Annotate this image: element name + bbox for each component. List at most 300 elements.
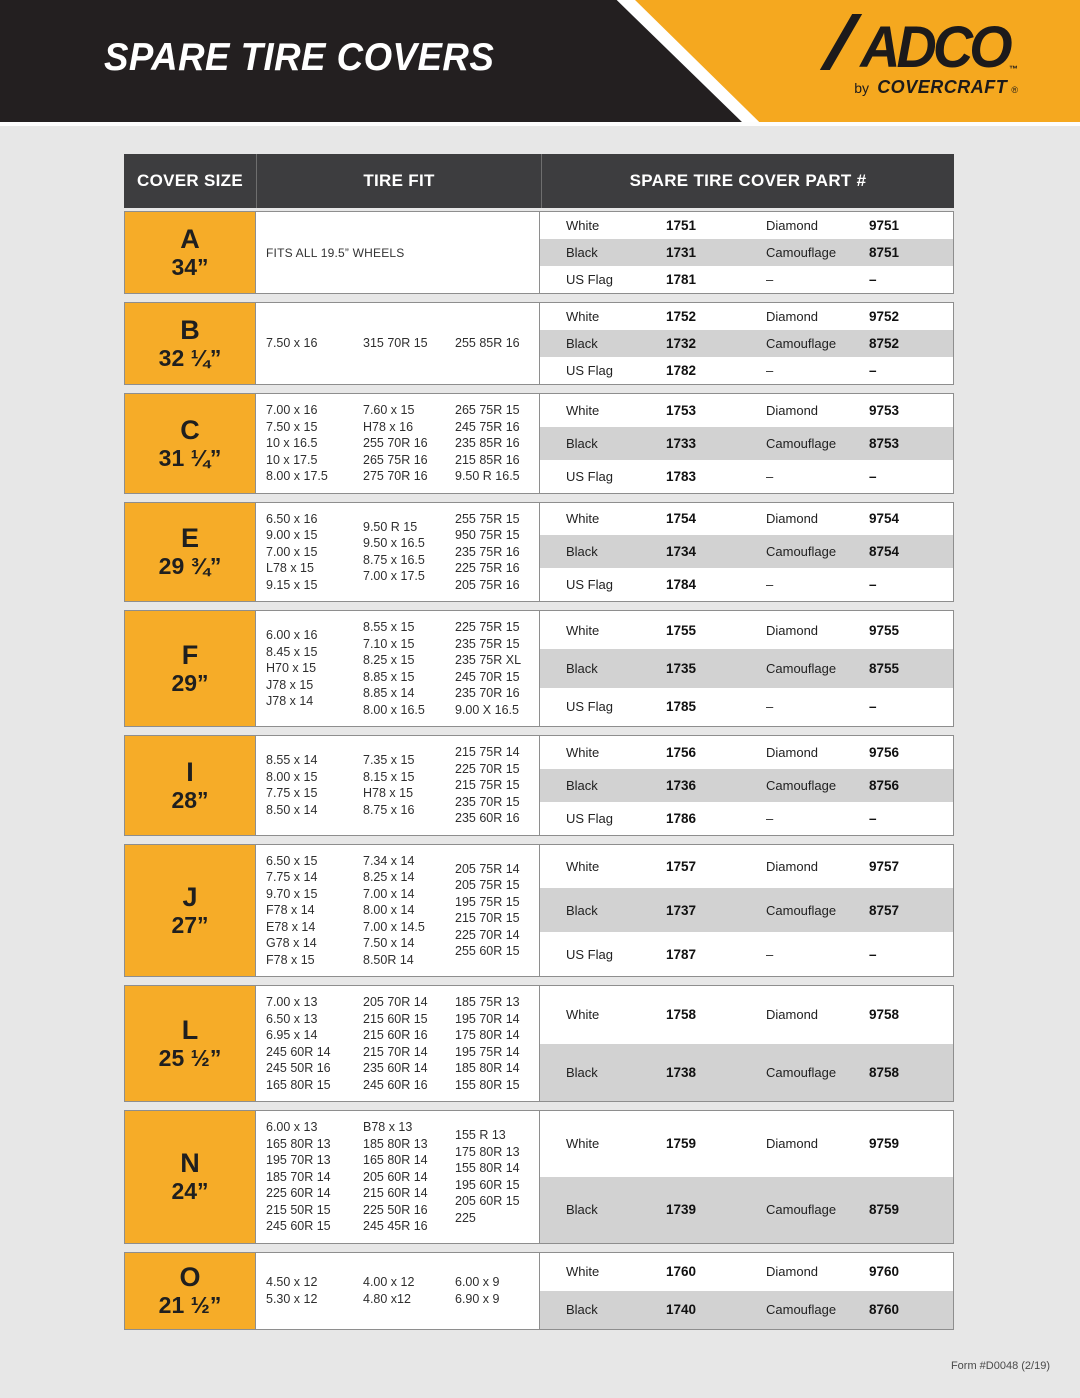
pattern-label: Diamond <box>766 218 819 233</box>
tire-fit-line: 225 50R 16 <box>363 1202 428 1217</box>
tire-fit-line: 195 70R 13 <box>266 1153 331 1167</box>
cover-size-cell <box>124 502 256 603</box>
tire-fit-line: 9.70 x 15 <box>266 886 318 901</box>
tire-fit-line: 185 80R 13 <box>363 1136 428 1151</box>
pattern-part-number: 9757 <box>869 858 900 874</box>
tire-fit-column <box>363 1274 455 1307</box>
tire-fit-line: 235 70R 15 <box>455 794 520 809</box>
pattern-part-number: – <box>869 810 877 826</box>
tire-fit-line: 195 75R 14 <box>455 1044 520 1059</box>
part-number: 1781 <box>666 272 697 287</box>
tire-fit-column <box>363 1119 455 1235</box>
part-numbers-cell <box>540 1110 954 1244</box>
tire-fit-column <box>455 402 539 485</box>
cover-color-label: US Flag <box>566 699 613 715</box>
pattern-part-number: 9756 <box>869 744 900 760</box>
tire-fit-line: 6.95 x 14 <box>266 1028 318 1042</box>
tire-fit-column <box>455 744 539 827</box>
tire-fit-line: 9.15 x 15 <box>266 577 318 592</box>
pattern-label: Camouflage <box>766 660 837 676</box>
tire-fit-column <box>363 402 455 485</box>
pattern-label: Camouflage <box>766 1202 837 1218</box>
cover-size-cell <box>124 610 256 727</box>
tire-fit-line: H78 x 16 <box>363 419 414 434</box>
table-row <box>124 502 954 603</box>
pattern-part-number: 9755 <box>869 622 900 638</box>
part-number: 1760 <box>666 1264 697 1279</box>
part-number-row <box>540 303 953 330</box>
cover-color-label: Black <box>566 902 598 918</box>
tire-fit-column <box>455 335 539 352</box>
cover-color-label: Black <box>566 245 598 260</box>
cover-size-value: 31 ¼” <box>158 444 222 471</box>
tire-fit-cell <box>256 502 540 603</box>
tire-fit-line: 205 75R 16 <box>455 577 520 592</box>
tire-fit-column <box>266 1119 363 1235</box>
adco-logo-text: ADCO <box>860 14 1009 80</box>
cover-color-label: White <box>566 511 600 527</box>
part-number: 1735 <box>666 660 697 676</box>
pattern-label: Camouflage <box>766 1064 837 1080</box>
tire-fit-line: 7.75 x 14 <box>266 870 318 884</box>
tire-fit-line: 225 <box>455 1210 476 1225</box>
cover-color-label: Black <box>566 435 598 451</box>
part-number: 1783 <box>666 468 697 484</box>
part-number: 1787 <box>666 946 697 962</box>
cover-size-cell <box>124 1252 256 1330</box>
cover-size-value: 24” <box>171 1178 209 1205</box>
pattern-part-number: 8758 <box>869 1064 900 1080</box>
tire-fit-line: 8.25 x 14 <box>363 870 415 884</box>
part-numbers-cell <box>540 844 954 978</box>
part-number: 1756 <box>666 744 697 760</box>
cover-size-cell <box>124 844 256 978</box>
part-number-row <box>540 769 953 802</box>
part-numbers-cell <box>540 985 954 1102</box>
pattern-label: Diamond <box>766 1007 819 1023</box>
part-number-row <box>540 535 953 568</box>
tire-fit-column <box>363 853 455 969</box>
cover-size-cell <box>124 211 256 294</box>
cover-size-value: 29 ¾” <box>158 553 222 580</box>
tire-fit-line: 255 60R 15 <box>455 944 520 959</box>
tire-fit-line: 235 75R XL <box>455 653 522 667</box>
tire-fit-line: J78 x 15 <box>266 677 314 692</box>
pattern-label: Camouflage <box>766 435 837 451</box>
part-number: 1782 <box>666 363 697 378</box>
tire-fit-line: 9.00 X 16.5 <box>455 702 519 717</box>
part-number-row <box>540 649 953 687</box>
pattern-label: Camouflage <box>766 336 837 351</box>
tire-fit-line: 6.50 x 16 <box>266 511 318 526</box>
tire-fit-line: 5.30 x 12 <box>266 1291 318 1306</box>
tire-fit-line: 245 70R 15 <box>455 669 520 684</box>
part-number-row <box>540 888 953 932</box>
part-number-row <box>540 1291 953 1329</box>
cover-color-label: White <box>566 309 600 324</box>
tire-fit-line: F78 x 14 <box>266 903 315 917</box>
part-number-row <box>540 845 953 889</box>
tire-fit-line: 315 70R 15 <box>363 336 428 351</box>
tire-fit-line: 205 75R 15 <box>455 878 520 893</box>
tire-fit-line: 245 75R 16 <box>455 419 520 434</box>
table-row <box>124 211 954 294</box>
tire-fit-line: 185 75R 13 <box>455 995 520 1009</box>
tire-fit-line: 235 60R 16 <box>455 811 520 825</box>
tire-fit-line: 215 60R 15 <box>363 1011 428 1026</box>
part-number: 1753 <box>666 402 697 418</box>
part-number-row <box>540 688 953 726</box>
tire-fit-line: 8.85 x 14 <box>363 686 415 700</box>
tire-fit-line: 235 85R 16 <box>455 436 520 450</box>
tire-fit-column <box>363 752 455 818</box>
tire-fit-line: H78 x 15 <box>363 786 414 801</box>
pattern-label: Diamond <box>766 1264 819 1279</box>
pattern-part-number: – <box>869 699 877 715</box>
cover-color-label: Black <box>566 660 598 676</box>
tire-fit-cell <box>256 1110 540 1244</box>
tire-fit-line: 8.75 x 16 <box>363 802 415 817</box>
table-body <box>124 211 954 1330</box>
part-number-row <box>540 568 953 601</box>
cover-size-cell <box>124 393 256 494</box>
tire-fit-line: 9.50 R 16.5 <box>455 469 520 483</box>
tire-fit-line: F78 x 15 <box>266 952 315 967</box>
tire-fit-line: 215 50R 15 <box>266 1202 331 1217</box>
tire-fit-column <box>455 1127 539 1226</box>
tire-fit-line: 8.00 x 17.5 <box>266 469 328 483</box>
tire-fit-line: 255 70R 16 <box>363 436 428 450</box>
cover-size-value: 32 ¼” <box>158 345 222 371</box>
tire-fit-line: 225 70R 15 <box>455 761 520 776</box>
tire-fit-line: 205 75R 14 <box>455 861 520 876</box>
tire-fit-line: 265 75R 15 <box>455 403 520 417</box>
cover-color-label: US Flag <box>566 363 613 378</box>
tire-fit-line: 7.10 x 15 <box>363 636 415 651</box>
part-number-row <box>540 266 953 293</box>
pattern-part-number: 8760 <box>869 1302 900 1317</box>
page-title: SPARE TIRE COVERS <box>104 36 495 79</box>
part-number-row <box>540 932 953 976</box>
tire-fit-line: 7.50 x 14 <box>363 936 415 950</box>
tire-fit-line: 245 60R 16 <box>363 1077 428 1092</box>
cover-size-value: 27” <box>171 911 209 938</box>
tire-fit-line: 205 70R 14 <box>363 995 428 1009</box>
tire-fit-column <box>363 994 455 1093</box>
part-number-row <box>540 357 953 384</box>
tire-fit-line: 155 80R 14 <box>455 1161 520 1176</box>
pattern-label: Camouflage <box>766 777 837 793</box>
part-number: 1759 <box>666 1136 697 1152</box>
cover-color-label: White <box>566 1136 600 1152</box>
tire-fit-column <box>363 619 455 718</box>
tire-fit-line: 8.00 x 16.5 <box>363 702 425 717</box>
cover-size-value: 29” <box>171 670 209 696</box>
cover-color-label: Black <box>566 336 598 351</box>
tire-fit-line: 8.50R 14 <box>363 952 414 967</box>
cover-color-label: US Flag <box>566 946 613 962</box>
tire-fit-line: 7.35 x 15 <box>363 753 415 768</box>
cover-color-label: US Flag <box>566 468 613 484</box>
pattern-label: – <box>766 272 774 287</box>
tire-fit-note: FITS ALL 19.5” WHEELS <box>266 245 405 260</box>
tire-fit-cell <box>256 1252 540 1330</box>
tire-fit-line: 255 75R 15 <box>455 511 520 526</box>
tire-fit-line: 215 60R 14 <box>363 1186 428 1200</box>
tire-fit-column <box>266 627 363 710</box>
tire-fit-column <box>455 511 539 594</box>
tire-fit-line: 235 75R 16 <box>455 544 520 559</box>
tire-fit-line: 4.00 x 12 <box>363 1275 415 1289</box>
cover-size-letter: F <box>181 640 199 670</box>
tire-fit-line: 165 80R 15 <box>266 1077 331 1092</box>
tire-fit-line: 4.80 x12 <box>363 1291 411 1306</box>
cover-color-label: White <box>566 1007 600 1023</box>
tire-fit-line: 6.50 x 15 <box>266 853 318 868</box>
part-number: 1740 <box>666 1302 697 1317</box>
part-number-row <box>540 736 953 769</box>
pattern-label: Diamond <box>766 858 819 874</box>
pattern-part-number: 8757 <box>869 902 900 918</box>
tire-fit-line: 6.90 x 9 <box>455 1291 500 1306</box>
pattern-label: Diamond <box>766 402 819 418</box>
form-number: Form #D0048 (2/19) <box>950 1360 1050 1372</box>
tire-fit-line: B78 x 13 <box>363 1120 413 1134</box>
cover-color-label: White <box>566 218 600 233</box>
part-numbers-cell <box>540 735 954 836</box>
tire-fit-line: 7.00 x 17.5 <box>363 569 425 584</box>
tire-fit-column <box>455 994 539 1093</box>
part-number-row <box>540 611 953 649</box>
column-header-part-number: SPARE TIRE COVER PART # <box>541 154 954 208</box>
tire-fit-column <box>455 1274 539 1307</box>
tire-fit-line: 155 R 13 <box>455 1128 506 1143</box>
table-row <box>124 735 954 836</box>
pattern-label: – <box>766 468 774 484</box>
cover-size-value: 21 ½” <box>158 1292 222 1318</box>
adco-logo-wordmark <box>836 14 1018 80</box>
tire-fit-line: 255 85R 16 <box>455 336 520 351</box>
pattern-label: – <box>766 810 774 826</box>
cover-size-letter: J <box>182 881 198 912</box>
tire-fit-line: 7.34 x 14 <box>363 853 415 868</box>
table-row <box>124 1252 954 1330</box>
tire-fit-line: 8.25 x 15 <box>363 653 415 667</box>
table-row <box>124 985 954 1102</box>
tire-fit-line: 7.00 x 13 <box>266 995 318 1009</box>
part-number: 1739 <box>666 1202 697 1218</box>
tire-fit-column <box>455 619 539 718</box>
tire-fit-line: 195 75R 15 <box>455 894 520 909</box>
tire-fit-line: 7.50 x 16 <box>266 336 318 351</box>
tire-fit-line: J78 x 14 <box>266 694 314 709</box>
cover-size-letter: C <box>180 414 200 445</box>
tire-fit-column <box>266 994 363 1093</box>
tire-fit-cell <box>256 735 540 836</box>
tire-fit-line: 4.50 x 12 <box>266 1275 318 1289</box>
pattern-label: Camouflage <box>766 544 837 560</box>
adco-logo <box>836 14 1018 98</box>
part-numbers-cell <box>540 1252 954 1330</box>
part-number: 1757 <box>666 858 697 874</box>
part-numbers-cell <box>540 502 954 603</box>
tire-fit-line: 215 85R 16 <box>455 452 520 467</box>
cover-color-label: US Flag <box>566 577 613 593</box>
tire-fit-line: 6.00 x 13 <box>266 1120 318 1134</box>
table-row <box>124 610 954 727</box>
cover-size-letter: L <box>181 1015 199 1045</box>
tire-fit-line: 950 75R 15 <box>455 528 520 542</box>
part-number-row <box>540 394 953 427</box>
tire-fit-line: 225 70R 14 <box>455 927 520 942</box>
tire-fit-line: 7.75 x 15 <box>266 786 318 801</box>
pattern-label: Camouflage <box>766 1302 837 1317</box>
table-header-row <box>124 154 954 208</box>
tire-fit-line: 195 70R 14 <box>455 1011 520 1026</box>
cover-size-cell <box>124 1110 256 1244</box>
tire-fit-line: 10 x 16.5 <box>266 436 318 450</box>
part-number: 1754 <box>666 511 697 527</box>
tire-fit-cell <box>256 393 540 494</box>
part-number: 1736 <box>666 777 697 793</box>
pattern-label: – <box>766 363 774 378</box>
pattern-part-number: 9753 <box>869 402 900 418</box>
tire-fit-line: 10 x 17.5 <box>266 452 318 467</box>
tire-fit-line: 7.00 x 14.5 <box>363 919 425 934</box>
pattern-part-number: – <box>869 272 877 287</box>
cover-color-label: White <box>566 622 600 638</box>
tire-fit-line: 8.00 x 15 <box>266 769 318 784</box>
tire-fit-line: 165 80R 14 <box>363 1153 428 1167</box>
registered-symbol: ® <box>1011 85 1018 95</box>
part-number-row <box>540 330 953 357</box>
tire-fit-line: 195 60R 15 <box>455 1177 520 1192</box>
tire-fit-line: 225 75R 16 <box>455 561 520 575</box>
tire-fit-line: 205 60R 14 <box>363 1169 428 1184</box>
tire-fit-line: 185 80R 14 <box>455 1061 520 1075</box>
pattern-part-number: – <box>869 363 877 378</box>
tire-fit-column <box>266 1274 363 1307</box>
cover-size-letter: B <box>180 315 200 345</box>
tire-fit-column <box>266 335 363 352</box>
header <box>0 0 1080 126</box>
pattern-label: Diamond <box>766 1136 819 1152</box>
tire-fit-line: 9.50 x 16.5 <box>363 536 425 551</box>
tire-fit-line: 215 70R 15 <box>455 911 520 926</box>
tire-fit-column <box>363 335 455 352</box>
pattern-part-number: 9760 <box>869 1264 900 1279</box>
tire-fit-cell <box>256 610 540 727</box>
pattern-label: Camouflage <box>766 245 837 260</box>
part-number: 1785 <box>666 699 697 715</box>
tire-fit-line: 235 60R 14 <box>363 1061 428 1075</box>
tire-fit-column <box>266 853 363 969</box>
tire-fit-line: 225 60R 14 <box>266 1186 331 1200</box>
tire-fit-line: 8.45 x 15 <box>266 644 318 659</box>
part-number-row <box>540 239 953 266</box>
pattern-label: Diamond <box>766 511 819 527</box>
tire-fit-cell <box>256 985 540 1102</box>
cover-color-label: White <box>566 1264 600 1279</box>
tire-fit-column <box>266 752 363 818</box>
tire-fit-line: 165 80R 13 <box>266 1136 331 1151</box>
trademark-symbol: ™ <box>1009 64 1018 74</box>
pattern-part-number: 8759 <box>869 1202 900 1218</box>
cover-size-letter: E <box>180 523 199 554</box>
tire-fit-column <box>266 402 363 485</box>
cover-size-value: 34” <box>171 254 209 280</box>
tire-fit-line: 7.00 x 16 <box>266 403 318 417</box>
part-number-row <box>540 503 953 536</box>
cover-size-cell <box>124 735 256 836</box>
tire-fit-line: 215 75R 15 <box>455 778 520 792</box>
cover-size-letter: O <box>179 1262 201 1292</box>
tire-fit-line: 8.50 x 14 <box>266 802 318 817</box>
tire-fit-line: H70 x 15 <box>266 661 317 676</box>
cover-color-label: Black <box>566 1302 598 1317</box>
tire-fit-line: 235 75R 15 <box>455 636 520 651</box>
part-number-row <box>540 1044 953 1102</box>
pattern-label: Diamond <box>766 309 819 324</box>
part-number-row <box>540 1253 953 1291</box>
pattern-part-number: – <box>869 577 877 593</box>
part-number-row <box>540 986 953 1044</box>
column-header-cover-size: COVER SIZE <box>137 171 243 190</box>
pattern-part-number: 9759 <box>869 1136 900 1152</box>
cover-color-label: Black <box>566 1202 598 1218</box>
tire-fit-line: 7.50 x 15 <box>266 419 318 434</box>
cover-size-value: 25 ½” <box>158 1045 222 1071</box>
pattern-part-number: 8751 <box>869 245 900 260</box>
pattern-part-number: 8755 <box>869 660 900 676</box>
tire-fit-line: 245 50R 16 <box>266 1061 331 1075</box>
cover-size-letter: N <box>180 1148 200 1179</box>
tire-fit-line: 215 75R 14 <box>455 745 520 759</box>
tire-fit-line: 245 60R 15 <box>266 1219 331 1233</box>
part-number-row <box>540 1111 953 1177</box>
tire-fit-column <box>455 861 539 960</box>
tire-fit-line: 6.00 x 16 <box>266 628 318 643</box>
tire-fit-line: 8.00 x 14 <box>363 903 415 917</box>
tire-fit-line: 9.00 x 15 <box>266 528 318 542</box>
tire-fit-line: 8.15 x 15 <box>363 769 415 784</box>
pattern-part-number: – <box>869 946 877 962</box>
part-number-row <box>540 460 953 493</box>
cover-size-letter: I <box>186 756 194 787</box>
pattern-part-number: 9758 <box>869 1007 900 1023</box>
tire-fit-line: 215 70R 14 <box>363 1044 428 1059</box>
part-numbers-cell <box>540 302 954 385</box>
part-number: 1738 <box>666 1064 697 1080</box>
tire-fit-cell <box>256 302 540 385</box>
cover-color-label: US Flag <box>566 272 613 287</box>
part-number: 1755 <box>666 622 697 638</box>
pattern-part-number: 8753 <box>869 435 900 451</box>
tire-fit-line: 7.00 x 14 <box>363 886 415 901</box>
part-number: 1737 <box>666 902 697 918</box>
tire-fit-line: 7.60 x 15 <box>363 403 415 417</box>
tire-fit-line: 175 80R 13 <box>455 1144 520 1159</box>
part-number: 1731 <box>666 245 697 260</box>
part-number: 1758 <box>666 1007 697 1023</box>
cover-size-cell <box>124 302 256 385</box>
tire-fit-line: 8.55 x 14 <box>266 753 318 768</box>
cover-size-value: 28” <box>171 786 209 813</box>
part-numbers-cell <box>540 393 954 494</box>
tire-fit-line: 235 70R 16 <box>455 686 520 700</box>
tire-fit-line: 185 70R 14 <box>266 1169 331 1184</box>
tire-fit-line: 8.75 x 16.5 <box>363 552 425 567</box>
